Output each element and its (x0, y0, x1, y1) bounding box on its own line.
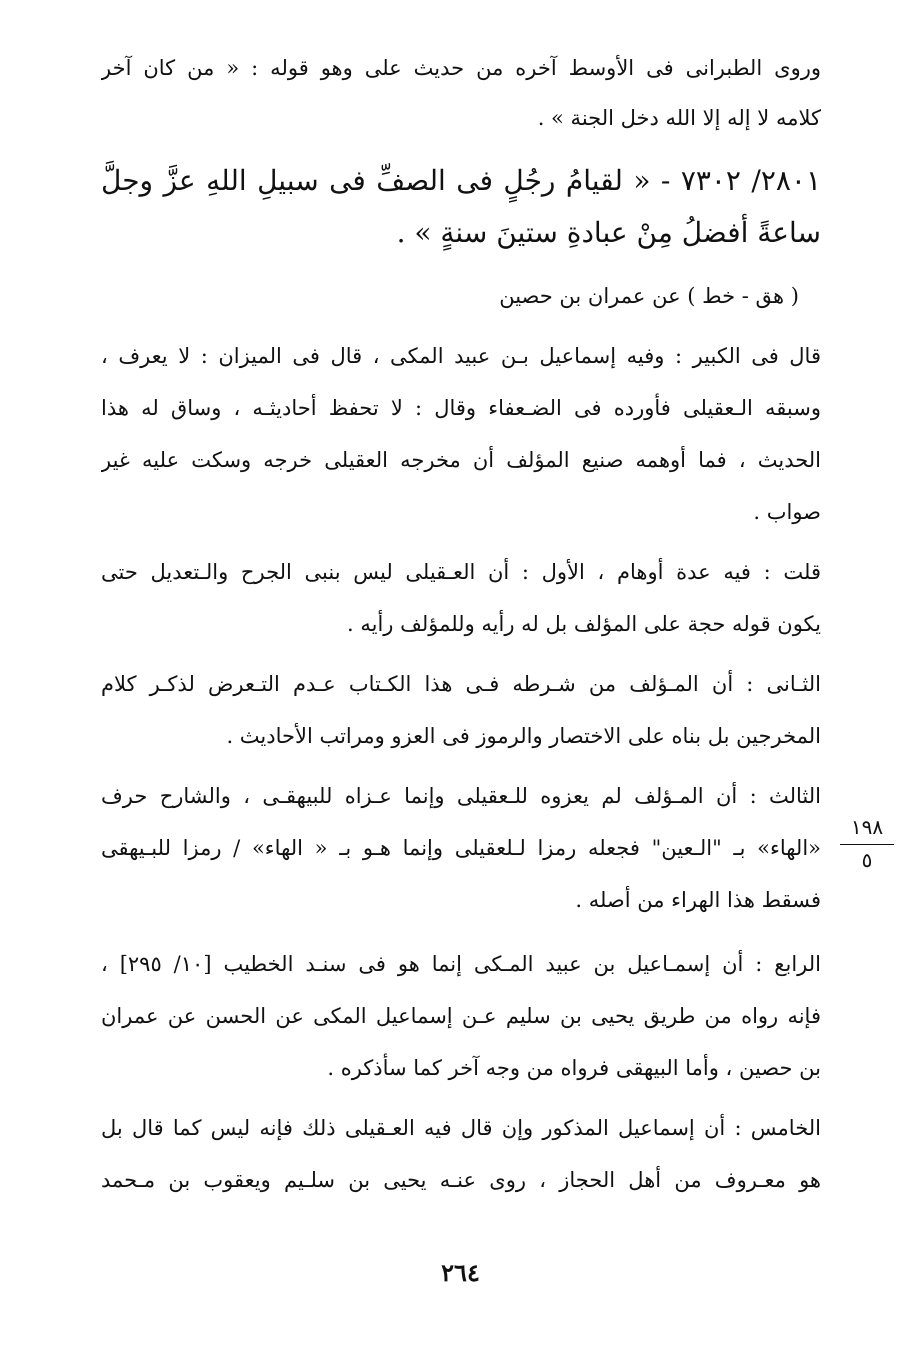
paragraph-2-line-1: قال فى الكبير : وفيه إسماعيل بـن عبيد المكى ، قال فى الميزان : لا يعرف ، (101, 344, 821, 368)
margin-folio-divider (840, 844, 894, 845)
paragraph-2-line-4: صواب . (753, 500, 821, 524)
paragraph-4-line-1: الثـانى : أن المـؤلف من شـرطه فـى هذا الكـتاب عـدم التـعرض لذكـر كلام (101, 672, 821, 696)
paragraph-7-line-2: هو معـروف من أهل الحجاز ، روى عنـه يحيى بن سلـيم ويعقوب بن مـحمد (101, 1168, 821, 1192)
page-number: ٢٦٤ (441, 1258, 480, 1287)
paragraph-7-line-1: الخامس : أن إسماعيل المذكور وإن قال فيه العـقيلى ذلك فإنه ليس كما قال بل (101, 1116, 821, 1140)
paragraph-6-line-1: الرابع : أن إسمـاعيل بن عبيد المـكى إنما هو فى سنـد الخطيب [١٠/ ٢٩٥] ، (101, 952, 821, 976)
paragraph-5-line-1: الثالث : أن المـؤلف لم يعزوه للـعقيلى وإنما عـزاه للبيهقـى ، والشارح حرف (101, 784, 821, 808)
hadith-line-1: ٢٨٠١/ ٧٣٠٢ - « لقيامُ رجُلٍ فى الصفِّ فى سبيلِ اللهِ عزَّ وجلَّ (101, 164, 821, 197)
margin-folio-note (836, 814, 898, 875)
paragraph-1-line-1: وروى الطبرانى فى الأوسط آخره من حديث على وهو قوله : « من كان آخر (101, 56, 821, 80)
paragraph-5-line-3: فسقط هذا الهراء من أصله . (575, 888, 821, 912)
paragraph-4-line-2: المخرجين بل بناه على الاختصار والرموز فى العزو ومراتب الأحاديث . (226, 724, 821, 748)
paragraph-3-line-1: قلت : فيه عدة أوهام ، الأول : أن العـقيلى ليس بنبى الجرح والـتعديل حتى (101, 560, 821, 584)
paragraph-6-line-2: فإنه رواه من طريق يحيى بن سليم عـن إسماعيل المكى عن الحسن عن عمران (101, 1004, 821, 1028)
paragraph-2-line-2: وسبقه الـعقيلى فأورده فى الضـعفاء وقال : لا تحفظ أحاديثـه ، وساق له هذا (101, 396, 821, 420)
paragraph-3-line-2: يكون قوله حجة على المؤلف بل له رأيه وللمؤلف رأيه . (346, 612, 821, 636)
margin-folio-number: ١٩٨ (850, 815, 884, 839)
margin-folio-side: ٥ (861, 848, 873, 872)
paragraph-1-line-2: كلامه لا إله إلا الله دخل الجنة » . (537, 106, 821, 130)
paragraph-2-line-3: الحديث ، فما أوهمه صنيع المؤلف أن مخرجه العقيلى خرجه وسكت عليه غير (101, 448, 821, 472)
hadith-source-text: ( هق - خط ) عن عمران بن حصين (499, 284, 799, 308)
paragraph-6-line-3: بن حصين ، وأما البيهقى فرواه من وجه آخر كما سأذكره . (327, 1056, 821, 1080)
hadith-line-2: ساعةً أفضلُ مِنْ عبادةِ ستينَ سنةٍ » . (396, 216, 821, 249)
hadith-source (101, 276, 821, 316)
paragraph-5-line-2: «الهاء» بـ "الـعين" فجعله رمزا لـلعقيلى وإنما هـو بـ « الهاء» / رمزا للبـيهقى (101, 836, 821, 860)
